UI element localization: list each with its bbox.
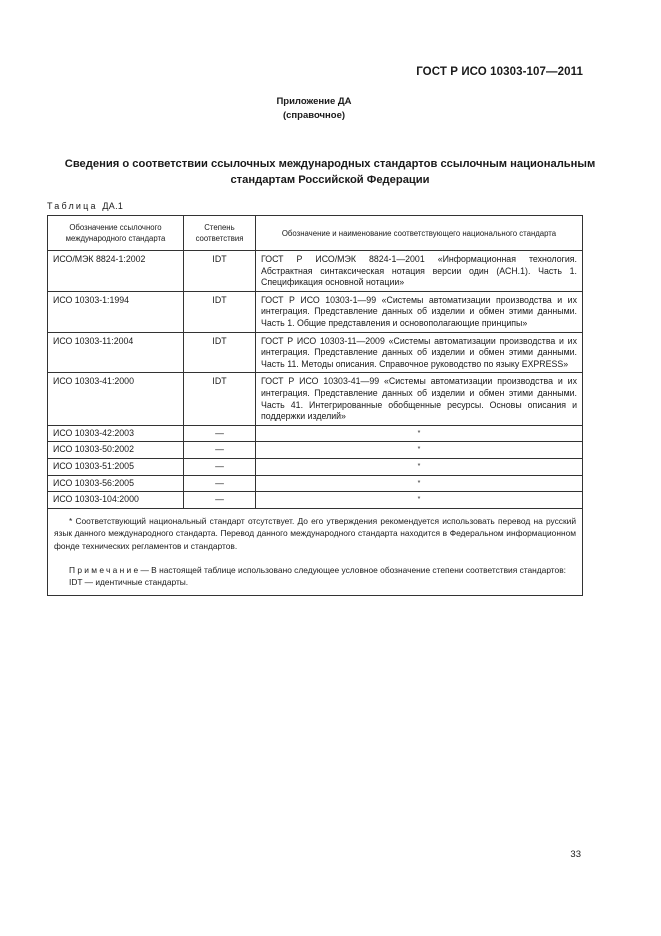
table-note <box>54 564 576 576</box>
note-text: — В настоящей таблице использовано следующее условное обозначение степени соответствия стандартов: <box>140 564 566 575</box>
table-row <box>48 492 583 509</box>
table-row <box>48 458 583 475</box>
note-label: Примечание <box>69 564 141 575</box>
cell-national-standard: * <box>256 458 583 475</box>
header-national-standard: Обозначение и наименование соответствующего национального стандарта <box>256 216 583 251</box>
cell-international-standard: ИСО 10303-41:2000 <box>48 373 184 425</box>
section-title <box>40 156 620 188</box>
header-degree-of-correspondence: Степень соответствия <box>184 216 256 251</box>
table-caption-number: ДА.1 <box>102 201 124 211</box>
cell-international-standard: ИСО 10303-50:2002 <box>48 442 184 459</box>
section-title-line-2: стандартам Российской Федерации <box>230 174 430 186</box>
table-row <box>48 442 583 459</box>
cell-degree: — <box>184 458 256 475</box>
table-row <box>48 251 583 292</box>
section-title-line-1: Сведения о соответствии ссылочных международных стандартов ссылочным национальным <box>64 158 596 170</box>
cell-international-standard: ИСО 10303-56:2005 <box>48 475 184 492</box>
cell-national-standard: * <box>256 475 583 492</box>
cell-degree: IDT <box>184 373 256 425</box>
table-row <box>48 291 583 332</box>
table-caption-label: Таблица <box>47 201 98 211</box>
cell-international-standard: ИСО 10303-51:2005 <box>48 458 184 475</box>
cell-national-standard: ГОСТ Р ИСО 10303-41—99 «Системы автоматизации производства и их интеграция. Представление данных об изделии и обмен этими данными. Часть 41. Интегрированные обобщенные ресурсы. Основы описания и поддержки изделий» <box>256 373 583 425</box>
document-header-code: ГОСТ Р ИСО 10303-107—2011 <box>416 66 583 78</box>
appendix-subtitle: (справочное) <box>282 110 346 121</box>
correspondence-table <box>47 215 583 596</box>
cell-international-standard: ИСО/МЭК 8824-1:2002 <box>48 251 184 292</box>
idt-definition: IDT — идентичные стандарты. <box>69 577 189 588</box>
cell-degree: — <box>184 475 256 492</box>
table-row <box>48 332 583 373</box>
cell-international-standard: ИСО 10303-11:2004 <box>48 332 184 373</box>
table-caption <box>47 201 123 211</box>
cell-degree: IDT <box>184 332 256 373</box>
page-number: 33 <box>570 849 581 860</box>
cell-national-standard: ГОСТ Р ИСО 10303-1—99 «Системы автоматизации производства и их интеграция. Представление данных об изделии и обмен этими данными. Часть 1. Общие представления и основополагающие принципы» <box>256 291 583 332</box>
cell-degree: IDT <box>184 291 256 332</box>
table-row <box>48 425 583 442</box>
cell-international-standard: ИСО 10303-104:2000 <box>48 492 184 509</box>
cell-national-standard: ГОСТ Р ИСО 10303-11—2009 «Системы автоматизации производства и их интеграция. Представление данных об изделии и обмен этими данными. Часть 11. Методы описания. Справочное руководство по языку EXPRESS» <box>256 332 583 373</box>
cell-national-standard: * <box>256 425 583 442</box>
cell-degree: — <box>184 425 256 442</box>
table-row <box>48 475 583 492</box>
cell-international-standard: ИСО 10303-1:1994 <box>48 291 184 332</box>
cell-international-standard: ИСО 10303-42:2003 <box>48 425 184 442</box>
header-international-standard: Обозначение ссылочного международного стандарта <box>48 216 184 251</box>
cell-national-standard: ГОСТ Р ИСО/МЭК 8824-1—2001 «Информационная технология. Абстрактная синтаксическая нотация версии один (АСН.1). Часть 1. Спецификация основной нотации» <box>256 251 583 292</box>
table-notes-cell <box>48 508 583 595</box>
cell-degree: — <box>184 492 256 509</box>
table-row <box>48 373 583 425</box>
cell-national-standard: * <box>256 492 583 509</box>
cell-degree: — <box>184 442 256 459</box>
table-header-row <box>48 216 583 251</box>
table-footnote: * Соответствующий национальный стандарт отсутствует. До его утверждения рекомендуется использовать перевод на русский язык данного международного стандарта. Перевод данного международного стандарта находится в Федеральном информационном фонде технических регламентов и стандартов. <box>54 515 576 551</box>
cell-national-standard: * <box>256 442 583 459</box>
appendix-heading <box>0 95 628 123</box>
cell-degree: IDT <box>184 251 256 292</box>
appendix-title: Приложение ДА <box>276 96 352 107</box>
table-notes-row <box>48 508 583 595</box>
